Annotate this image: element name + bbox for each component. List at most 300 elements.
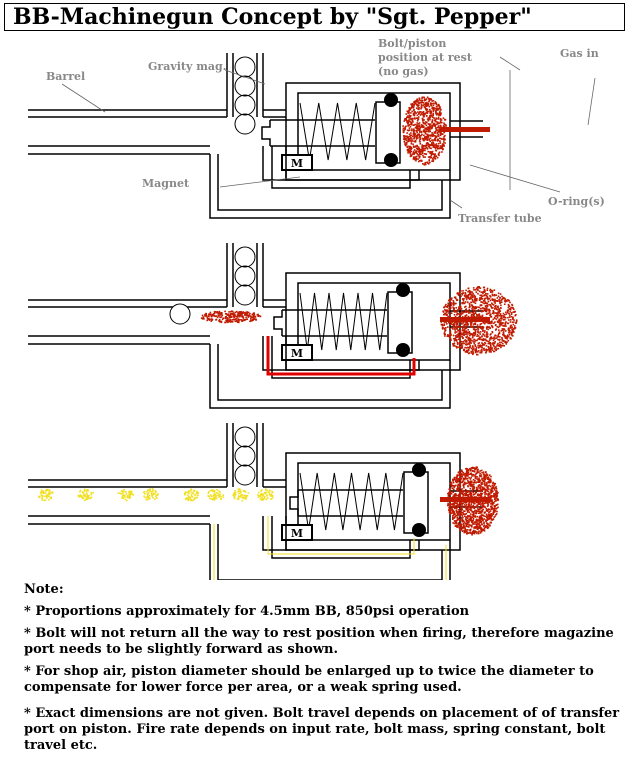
gas-particle: [462, 298, 464, 300]
gas-particle: [500, 322, 502, 324]
spring: [300, 473, 403, 530]
gas-particle: [230, 316, 232, 318]
gas-particle: [469, 519, 471, 521]
gas-particle: [49, 489, 51, 491]
transfer-tube-outer: [210, 344, 450, 408]
gas-particle: [498, 319, 500, 321]
gas-particle: [412, 136, 414, 138]
gas-particle: [493, 322, 495, 324]
gas-particle: [438, 143, 440, 145]
gas-particle: [495, 306, 497, 308]
gas-particle: [484, 502, 486, 504]
gas-particle: [418, 107, 420, 109]
gas-particle: [421, 106, 423, 108]
gas-particle: [493, 510, 495, 512]
gas-particle: [485, 508, 487, 510]
gas-particle: [450, 486, 452, 488]
gas-particle: [235, 492, 237, 494]
gas-particle: [463, 485, 465, 487]
bb-fired: [78, 489, 94, 501]
gas-particle: [266, 495, 268, 497]
gas-particle: [496, 318, 498, 320]
gas-particle: [210, 320, 212, 322]
gas-particle: [485, 293, 487, 295]
gas-particle: [473, 339, 475, 341]
gas-particle: [479, 291, 481, 293]
gas-particle: [467, 325, 469, 327]
gas-particle: [486, 328, 488, 330]
gas-particle: [467, 494, 469, 496]
gas-particle: [420, 126, 422, 128]
gas-particle: [448, 336, 450, 338]
gas-particle: [448, 305, 450, 307]
gas-particle: [454, 339, 456, 341]
gas-particle: [470, 506, 472, 508]
label-bolt-rest-2: position at rest: [378, 51, 472, 64]
gas-particle: [513, 311, 515, 313]
gas-stream: [440, 497, 490, 502]
gas-particle: [487, 485, 489, 487]
gas-particle: [453, 345, 455, 347]
gas-particle: [417, 134, 419, 136]
gas-particle: [450, 338, 452, 340]
gas-particle: [418, 125, 420, 127]
gas-particle: [461, 529, 463, 531]
gas-particle: [456, 495, 458, 497]
gas-particle: [144, 493, 146, 495]
gas-particle: [217, 495, 219, 497]
gas-particle: [426, 122, 428, 124]
gas-particle: [499, 297, 501, 299]
gas-particle: [216, 492, 218, 494]
gas-particle: [411, 143, 413, 145]
gas-particle: [233, 494, 235, 496]
gas-particle: [260, 494, 262, 496]
gas-particle: [406, 146, 408, 148]
gas-particle: [462, 313, 464, 315]
gas-particle: [41, 499, 43, 501]
gas-particle: [492, 344, 494, 346]
gas-particle: [451, 503, 453, 505]
gas-particle: [471, 484, 473, 486]
gas-particle: [457, 485, 459, 487]
gas-particle: [255, 319, 257, 321]
gas-particle: [465, 506, 467, 508]
gas-particle: [427, 119, 429, 121]
gas-particle: [225, 313, 227, 315]
gas-particle: [468, 526, 470, 528]
magnet-label: M: [290, 347, 304, 360]
gas-particle: [475, 530, 477, 532]
gas-particle: [472, 522, 474, 524]
gas-particle: [49, 494, 51, 496]
gas-particle: [90, 497, 92, 499]
gas-particle: [470, 478, 472, 480]
gas-particle: [221, 321, 223, 323]
gas-particle: [476, 513, 478, 515]
gas-particle: [151, 495, 153, 497]
gas-particle: [444, 142, 446, 144]
gas-particle: [502, 297, 504, 299]
gas-particle: [486, 340, 488, 342]
gas-particle: [462, 337, 464, 339]
gas-particle: [475, 310, 477, 312]
gas-particle: [474, 300, 476, 302]
gas-particle: [474, 344, 476, 346]
gas-particle: [450, 508, 452, 510]
gas-particle: [479, 512, 481, 514]
gas-particle: [473, 310, 475, 312]
gas-particle: [258, 492, 260, 494]
gas-particle: [440, 133, 442, 135]
page-title: BB-Machinegun Concept by "Sgt. Pepper": [13, 4, 532, 30]
gas-particle: [455, 485, 457, 487]
gas-particle: [222, 317, 224, 319]
gas-particle: [497, 305, 499, 307]
gas-particle: [438, 134, 440, 136]
gas-particle: [157, 493, 159, 495]
gas-particle: [464, 531, 466, 533]
o-ring: [396, 283, 410, 297]
gas-particle: [417, 108, 419, 110]
gas-particle: [261, 489, 263, 491]
gas-particle: [512, 305, 514, 307]
gas-particle: [468, 509, 470, 511]
gas-particle: [462, 530, 464, 532]
gas-particle: [438, 116, 440, 118]
gas-particle: [461, 311, 463, 313]
gas-particle: [494, 341, 496, 343]
gas-particle: [450, 492, 452, 494]
gas-particle: [464, 343, 466, 345]
gas-particle: [193, 490, 195, 492]
gas-particle: [427, 162, 429, 164]
gas-particle: [488, 346, 490, 348]
gas-particle: [435, 117, 437, 119]
gas-particle: [218, 496, 220, 498]
note-item: * Bolt will not return all the way to rest position when firing, therefore magazine port needs to be slightly forward as shown.: [24, 626, 614, 657]
gas-particle: [410, 115, 412, 117]
gas-particle: [250, 318, 252, 320]
gas-particle: [462, 343, 464, 345]
gas-particle: [408, 110, 410, 112]
gas-particle: [455, 326, 457, 328]
gas-particle: [474, 482, 476, 484]
gas-particle: [487, 293, 489, 295]
o-ring: [412, 463, 426, 477]
gas-particle: [126, 493, 128, 495]
gas-particle: [504, 317, 506, 319]
gas-particle: [415, 145, 417, 147]
gas-particle: [489, 290, 491, 292]
gas-particle: [452, 509, 454, 511]
gas-particle: [469, 341, 471, 343]
gas-particle: [404, 144, 406, 146]
gas-particle: [423, 111, 425, 113]
gas-particle: [449, 488, 451, 490]
gas-particle: [205, 314, 207, 316]
gas-particle: [470, 326, 472, 328]
gas-particle: [431, 152, 433, 154]
gas-particle: [473, 302, 475, 304]
gas-particle: [408, 149, 410, 151]
gas-particle: [245, 491, 247, 493]
gas-particle: [416, 99, 418, 101]
bb-ball: [235, 76, 255, 96]
gas-particle: [431, 116, 433, 118]
gas-particle: [475, 522, 477, 524]
gas-particle: [128, 491, 130, 493]
bb-ball: [235, 446, 255, 466]
gas-particle: [52, 492, 54, 494]
gas-particle: [421, 131, 423, 133]
gas-particle: [414, 149, 416, 151]
gas-particle: [233, 497, 235, 499]
gas-particle: [232, 321, 234, 323]
gas-particle: [193, 493, 195, 495]
gas-particle: [423, 116, 425, 118]
gas-particle: [476, 291, 478, 293]
gas-particle: [508, 330, 510, 332]
gas-particle: [265, 499, 267, 501]
gas-particle: [479, 517, 481, 519]
gas-particle: [212, 319, 214, 321]
gas-particle: [411, 119, 413, 121]
gas-particle: [434, 131, 436, 133]
gas-particle: [466, 470, 468, 472]
gas-particle: [461, 517, 463, 519]
gas-particle: [484, 506, 486, 508]
gas-particle: [470, 520, 472, 522]
gas-particle: [453, 338, 455, 340]
gas-particle: [492, 491, 494, 493]
gas-particle: [457, 479, 459, 481]
gas-particle: [432, 109, 434, 111]
gas-particle: [410, 137, 412, 139]
gas-particle: [498, 292, 500, 294]
gas-particle: [476, 472, 478, 474]
gas-particle: [467, 333, 469, 335]
gas-particle: [421, 124, 423, 126]
gas-particle: [436, 145, 438, 147]
gas-particle: [482, 328, 484, 330]
gas-particle: [424, 107, 426, 109]
gas-particle: [407, 151, 409, 153]
gas-particle: [493, 516, 495, 518]
gas-particle: [436, 114, 438, 116]
gas-particle: [230, 314, 232, 316]
gas-particle: [465, 293, 467, 295]
gas-particle: [499, 311, 501, 313]
gas-particle: [468, 504, 470, 506]
gas-particle: [460, 290, 462, 292]
gas-particle: [147, 495, 149, 497]
gas-particle: [124, 499, 126, 501]
gas-particle: [489, 350, 491, 352]
gas-particle: [482, 506, 484, 508]
gas-particle: [411, 130, 413, 132]
gas-particle: [448, 509, 450, 511]
gas-particle: [456, 340, 458, 342]
gas-particle: [243, 490, 245, 492]
gas-particle: [402, 129, 404, 131]
gas-particle: [477, 505, 479, 507]
gas-particle: [241, 497, 243, 499]
gas-particle: [481, 493, 483, 495]
magnet-label: M: [290, 157, 304, 170]
gas-particle: [511, 333, 513, 335]
gas-particle: [511, 316, 513, 318]
gas-particle: [84, 490, 86, 492]
gas-particle: [430, 148, 432, 150]
gas-particle: [478, 530, 480, 532]
gas-particle: [494, 501, 496, 503]
gas-particle: [429, 109, 431, 111]
gas-particle: [454, 516, 456, 518]
gas-particle: [460, 475, 462, 477]
gas-particle: [406, 116, 408, 118]
gas-particle: [450, 307, 452, 309]
gas-particle: [454, 332, 456, 334]
gas-particle: [467, 473, 469, 475]
gas-particle: [460, 306, 462, 308]
gas-particle: [188, 496, 190, 498]
gas-particle: [467, 485, 469, 487]
gas-particle: [48, 492, 50, 494]
gas-particle: [472, 474, 474, 476]
gas-particle: [444, 119, 446, 121]
gas-particle: [490, 351, 492, 353]
gas-particle: [405, 118, 407, 120]
gas-particle: [83, 495, 85, 497]
gas-particle: [411, 155, 413, 157]
gas-particle: [423, 145, 425, 147]
gas-particle: [495, 324, 497, 326]
gas-particle: [495, 300, 497, 302]
gas-particle: [428, 126, 430, 128]
gas-particle: [406, 110, 408, 112]
gas-particle: [428, 156, 430, 158]
gas-particle: [271, 495, 273, 497]
gas-particle: [464, 510, 466, 512]
gas-particle: [263, 499, 265, 501]
gas-particle: [413, 145, 415, 147]
gas-particle: [492, 338, 494, 340]
gas-particle: [469, 303, 471, 305]
gas-particle: [462, 517, 464, 519]
gas-particle: [439, 111, 441, 113]
o-ring: [396, 343, 410, 357]
gas-particle: [476, 346, 478, 348]
gas-particle: [151, 493, 153, 495]
gas-particle: [416, 104, 418, 106]
gas-particle: [506, 338, 508, 340]
gas-particle: [414, 112, 416, 114]
gas-particle: [429, 131, 431, 133]
gas-particle: [464, 315, 466, 317]
gas-particle: [456, 522, 458, 524]
gas-particle: [419, 160, 421, 162]
gas-particle: [432, 135, 434, 137]
gas-particle: [460, 525, 462, 527]
gas-particle: [491, 336, 493, 338]
gas-particle: [416, 145, 418, 147]
gas-particle: [431, 125, 433, 127]
gas-particle: [470, 532, 472, 534]
gas-particle: [41, 489, 43, 491]
gas-particle: [481, 339, 483, 341]
gas-particle: [469, 511, 471, 513]
gas-particle: [432, 113, 434, 115]
gas-particle: [450, 299, 452, 301]
gas-particle: [458, 325, 460, 327]
gas-particle: [152, 489, 154, 491]
gas-particle: [215, 494, 217, 496]
gas-particle: [433, 153, 435, 155]
gas-particle: [430, 115, 432, 117]
gas-particle: [438, 127, 440, 129]
gas-particle: [468, 290, 470, 292]
gas-particle: [239, 316, 241, 318]
gas-particle: [491, 331, 493, 333]
gas-particle: [239, 490, 241, 492]
gas-particle: [462, 290, 464, 292]
gas-particle: [245, 312, 247, 314]
gas-particle: [501, 342, 503, 344]
gas-particle: [456, 508, 458, 510]
gas-particle: [485, 307, 487, 309]
gas-particle: [453, 503, 455, 505]
gas-particle: [482, 307, 484, 309]
bb-ball: [235, 57, 255, 77]
gas-particle: [411, 141, 413, 143]
gas-particle: [212, 490, 214, 492]
gas-particle: [504, 298, 506, 300]
gas-particle: [468, 288, 470, 290]
gas-particle: [509, 311, 511, 313]
gas-particle: [475, 506, 477, 508]
gas-particle: [212, 314, 214, 316]
gas-particle: [479, 307, 481, 309]
label-gravity-mag: Gravity mag.: [148, 60, 227, 73]
gas-particle: [440, 109, 442, 111]
gas-particle: [438, 114, 440, 116]
gas-particle: [185, 491, 187, 493]
gas-particle: [485, 520, 487, 522]
gas-particle: [452, 479, 454, 481]
gas-particle: [209, 319, 211, 321]
gas-particle: [194, 497, 196, 499]
gas-particle: [449, 328, 451, 330]
gas-particle: [471, 323, 473, 325]
gas-particle: [480, 331, 482, 333]
gas-particle: [422, 114, 424, 116]
gas-particle: [448, 322, 450, 324]
gas-particle: [427, 134, 429, 136]
gas-particle: [505, 335, 507, 337]
gas-particle: [508, 313, 510, 315]
gas-particle: [413, 106, 415, 108]
gas-particle: [423, 126, 425, 128]
gas-particle: [459, 503, 461, 505]
gas-particle: [411, 153, 413, 155]
gas-particle: [452, 515, 454, 517]
gas-particle: [496, 511, 498, 513]
gas-particle: [433, 107, 435, 109]
gas-particle: [405, 135, 407, 137]
gas-particle: [477, 494, 479, 496]
gas-particle: [467, 475, 469, 477]
